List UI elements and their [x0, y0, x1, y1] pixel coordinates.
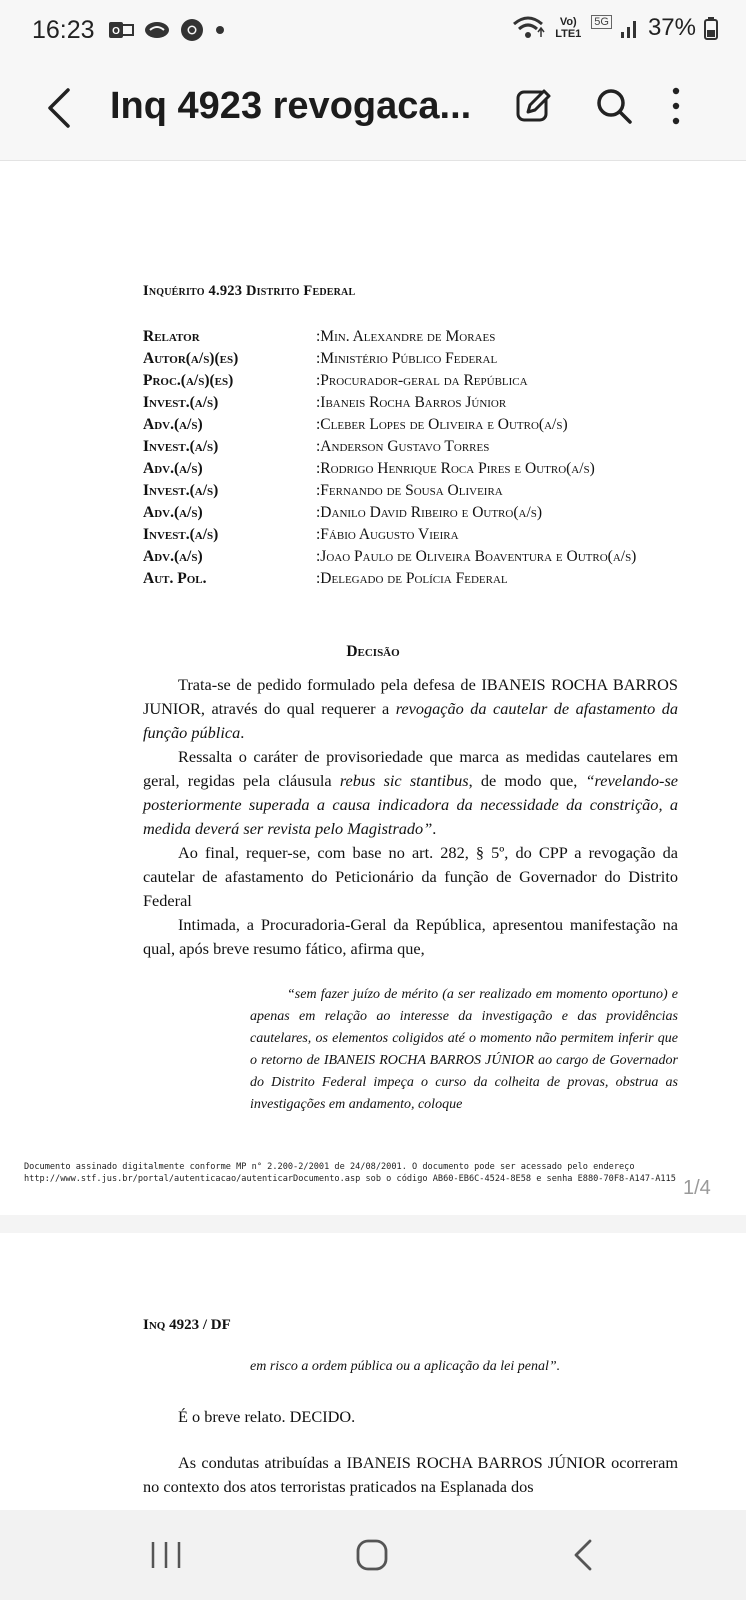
party-value: :Anderson Gustavo Torres — [316, 438, 490, 455]
pdf-page-1[interactable] — [0, 161, 746, 1215]
party-value: :Ministério Público Federal — [316, 350, 498, 367]
document-title: Inq 4923 revogaca... — [110, 85, 472, 127]
pdf-page-2[interactable] — [0, 1233, 746, 1510]
party-label: Adv.(a/s) — [143, 548, 203, 565]
back-arrow-icon[interactable] — [44, 86, 74, 130]
party-row — [143, 436, 678, 458]
party-row — [143, 326, 678, 348]
party-row — [143, 480, 678, 502]
party-label: Proc.(a/s)(es) — [143, 372, 234, 389]
party-value: :Delegado de Polícia Federal — [316, 570, 508, 587]
party-value: :Cleber Lopes de Oliveira e Outro(a/s) — [316, 416, 568, 433]
party-row — [143, 392, 678, 414]
footer-line-1: Documento assinado digitalmente conforme MP n° 2.200-2/2001 de 24/08/2001. O documento pode ser acessado pelo endereço — [24, 1162, 635, 1172]
paragraph-request: Trata-se de pedido formulado pela defesa de IBANEIS ROCHA BARROS JUNIOR, através do qual requerer a revogação da cautelar de afastamento da função pública. — [143, 675, 678, 742]
party-value: :Ibaneis Rocha Barros Júnior — [316, 394, 507, 411]
decision-heading: Decisão — [346, 643, 400, 660]
notification-icons — [108, 18, 226, 42]
party-label: Adv.(a/s) — [143, 504, 203, 521]
party-label: Adv.(a/s) — [143, 460, 203, 477]
party-value: :Danilo David Ribeiro e Outro(a/s) — [316, 504, 543, 521]
more-options-icon[interactable] — [670, 86, 682, 126]
network-5g-badge: 5G — [591, 15, 612, 29]
battery-percent: 37% — [647, 14, 696, 41]
party-value: :Fábio Augusto Vieira — [316, 526, 459, 543]
party-value: :Procurador-geral da República — [316, 372, 528, 389]
party-row — [143, 524, 678, 546]
party-row — [143, 502, 678, 524]
party-row — [143, 546, 678, 568]
party-label: Relator — [143, 328, 200, 345]
svg-text:O: O — [112, 26, 120, 37]
status-time: 16:23 — [32, 16, 95, 44]
party-value: :Rodrigo Henrique Roca Pires e Outro(a/s) — [316, 460, 595, 477]
more-notifications-dot-icon — [214, 24, 226, 36]
quote-continuation: em risco a ordem pública ou a aplicação da lei penal”. — [250, 1359, 561, 1374]
parties-table — [143, 326, 678, 590]
paragraph-provisional: Ressalta o caráter de provisoriedade que marca as medidas cautelares em geral, regidas pela cláusula rebus sic stantibus, de modo que, “revelando-se posteriormente superada a causa indicadora da necessidade da constrição, a medida deverá ser revista pelo Magistrado”. — [143, 747, 679, 838]
wifi-icon — [511, 14, 545, 42]
party-value: :Joao Paulo de Oliveira Boaventura e Outro(a/s) — [316, 548, 637, 565]
status-bar — [0, 0, 746, 60]
edit-icon[interactable] — [514, 86, 554, 126]
party-label: Autor(a/s)(es) — [143, 350, 239, 367]
app-bar — [0, 60, 746, 161]
footer-line-2: http://www.stf.jus.br/portal/autenticacao/autenticarDocumento.asp sob o código AB60-EB6C-4524-8E58 e senha E880-70F8-A147-A115 — [24, 1174, 676, 1184]
decision-body — [143, 673, 678, 961]
party-label: Invest.(a/s) — [143, 394, 219, 411]
paragraph-pgr: Intimada, a Procuradoria-Geral da República, apresentou manifestação na qual, após breve resumo fático, afirma que, — [143, 915, 678, 958]
party-label: Invest.(a/s) — [143, 438, 219, 455]
signal-icon — [620, 17, 640, 39]
case-title: Inquérito 4.923 Distrito Federal — [143, 283, 356, 299]
status-right — [511, 14, 718, 42]
cloud-message-icon — [144, 19, 170, 41]
party-row — [143, 348, 678, 370]
back-nav-icon[interactable] — [572, 1538, 594, 1572]
relato-paragraph: É o breve relato. DECIDO. — [178, 1407, 356, 1426]
outlook-icon — [108, 19, 134, 41]
page-indicator: 1/4 — [683, 1177, 711, 1199]
page-header: Inq 4923 / DF — [143, 1317, 231, 1333]
paragraph-final-request: Ao final, requer-se, com base no art. 282, § 5º, do CPP a revogação da cautelar de afastamento do Peticionário da função de Governador do Distrito Federal — [143, 843, 678, 910]
system-navigation-bar — [0, 1510, 746, 1600]
party-label: Aut. Pol. — [143, 570, 207, 587]
chrome-icon — [180, 18, 204, 42]
conduct-paragraph: As condutas atribuídas a IBANEIS ROCHA BARROS JÚNIOR ocorreram no contexto dos atos terroristas praticados na Esplanada dos — [143, 1453, 678, 1496]
party-label: Adv.(a/s) — [143, 416, 203, 433]
pgr-quote: “sem fazer juízo de mérito (a ser realizado em momento oportuno) e apenas em relação ao interesse da investigação e das providências cautelares, os elementos coligidos até o momento não permitem inferir que o retorno de IBANEIS ROCHA BARROS JÚNIOR ao cargo de Governador do Distrito Federal impeça o curso da colheita de provas, obstrua as investigações em andamento, coloque — [250, 987, 678, 1112]
party-value: :Min. Alexandre de Moraes — [316, 328, 496, 345]
party-row — [143, 568, 678, 590]
network-label: Vo) LTE1 — [555, 16, 582, 40]
search-icon[interactable] — [594, 86, 634, 126]
party-row — [143, 458, 678, 480]
home-icon[interactable] — [355, 1538, 389, 1572]
party-label: Invest.(a/s) — [143, 526, 219, 543]
party-row — [143, 370, 678, 392]
party-value: :Fernando de Sousa Oliveira — [316, 482, 503, 499]
party-row — [143, 414, 678, 436]
signature-footer — [24, 1161, 676, 1185]
recent-apps-icon[interactable] — [150, 1540, 182, 1570]
party-label: Invest.(a/s) — [143, 482, 219, 499]
battery-icon — [704, 16, 718, 40]
